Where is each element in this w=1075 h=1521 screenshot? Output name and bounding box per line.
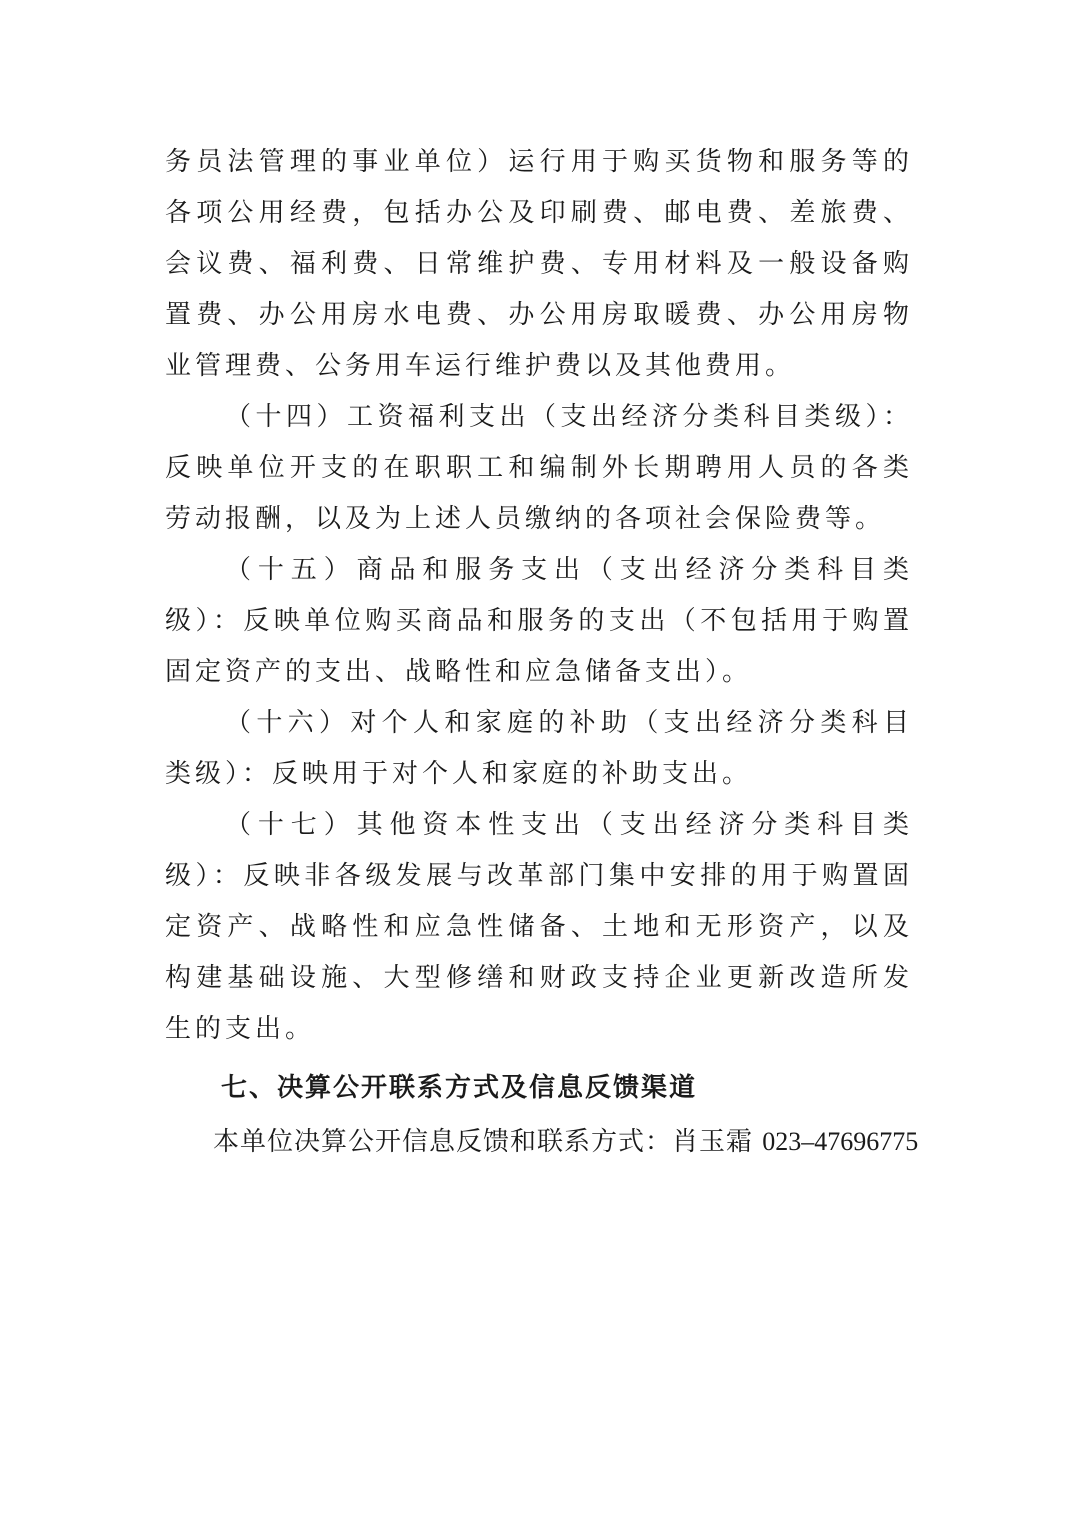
contact-label: 本单位决算公开信息反馈和联系方式：肖玉霜 [213,1127,754,1157]
paragraph-item-17: （十七）其他资本性支出（支出经济分类科目类级）：反映非各级发展与改革部门集中安排的用于购置固定资产、战略性和应急性储备、土地和无形资产，以及构建基础设施、大型修缮和财政支持企业更新改造所发生的支出。 [165,810,913,1044]
paragraph-item-16: （十六）对个人和家庭的补助（支出经济分类科目类级）：反映用于对个人和家庭的补助支出。 [165,708,913,789]
document-body [165,137,919,1167]
paragraph-item-15: （十五）商品和服务支出（支出经济分类科目类级）：反映单位购买商品和服务的支出（不包括用于购置固定资产的支出、战略性和应急储备支出）。 [165,555,913,687]
contact-phone: 023–47696775 [762,1127,919,1156]
paragraph-item-14: （十四）工资福利支出（支出经济分类科目类级）：反映单位开支的在职职工和编制外长期聘用人员的各类劳动报酬，以及为上述人员缴纳的各项社会保险费等。 [165,402,913,534]
section-seven-heading: 七、决算公开联系方式及信息反馈渠道 [221,1073,698,1103]
paragraph-continuation: 务员法管理的事业单位）运行用于购买货物和服务等的各项公用经费，包括办公及印刷费、邮电费、差旅费、会议费、福利费、日常维护费、专用材料及一般设备购置费、办公用房水电费、办公用房取暖费、办公用房物业管理费、公务用车运行维护费以及其他费用。 [165,147,913,381]
contact-line [165,1117,919,1167]
